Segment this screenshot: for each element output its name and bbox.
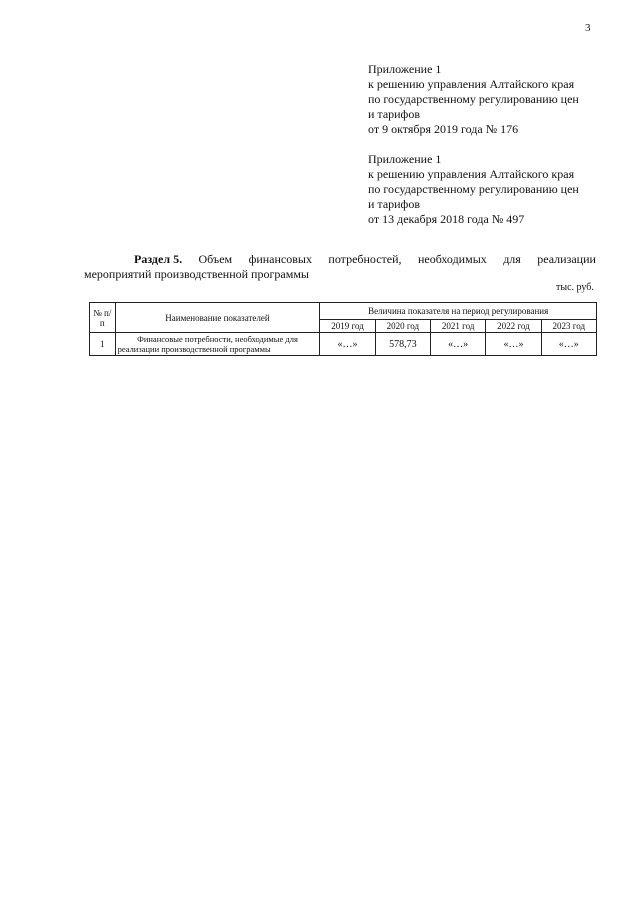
row-value: «…»	[541, 333, 596, 356]
header-name: Наименование показателей	[115, 303, 320, 333]
header-year: 2022 год	[486, 320, 541, 333]
header-num: № п/п	[90, 303, 116, 333]
section-title-line1	[84, 252, 596, 267]
page-number: 3	[585, 22, 591, 34]
appendix-line: от 13 декабря 2018 года № 497	[368, 212, 525, 226]
row-value: «…»	[486, 333, 541, 356]
appendix-line: от 9 октября 2019 года № 176	[368, 122, 519, 136]
appendix-line: Приложение 1	[368, 62, 442, 76]
section-title	[84, 252, 596, 282]
section-word: финансовых	[248, 252, 312, 266]
row-value: 578,73	[375, 333, 430, 356]
row-value: «…»	[320, 333, 375, 356]
section-label: Раздел 5.	[134, 252, 183, 266]
header-year: 2019 год	[320, 320, 375, 333]
appendix-current	[368, 62, 618, 137]
appendix-line: к решению управления Алтайского края	[368, 167, 575, 181]
appendix-line: и тарифов	[368, 107, 421, 121]
units-label: тыс. руб.	[556, 282, 594, 293]
section-word: для	[503, 252, 521, 266]
header-year: 2020 год	[375, 320, 430, 333]
appendix-line: к решению управления Алтайского края	[368, 77, 575, 91]
appendix-line: по государственному регулированию цен	[368, 92, 579, 106]
section-title-line2: мероприятий производственной программы	[84, 267, 309, 281]
section-word: реализации	[537, 252, 596, 266]
section-word: необходимых	[417, 252, 487, 266]
header-year: 2021 год	[431, 320, 486, 333]
table-row	[90, 333, 597, 356]
header-period: Величина показателя на период регулирования	[320, 303, 597, 320]
row-name: Финансовые потребности, необходимые для реализации производственной программы	[115, 333, 320, 356]
appendix-line: Приложение 1	[368, 152, 442, 166]
table-header-row	[90, 303, 597, 320]
row-value: «…»	[431, 333, 486, 356]
header-year: 2023 год	[541, 320, 596, 333]
appendix-line: и тарифов	[368, 197, 421, 211]
financial-needs-table	[89, 302, 597, 356]
appendix-previous	[368, 152, 618, 227]
section-word: потребностей,	[328, 252, 402, 266]
appendix-line: по государственному регулированию цен	[368, 182, 579, 196]
row-num: 1	[90, 333, 116, 356]
section-word: Объем	[198, 252, 233, 266]
